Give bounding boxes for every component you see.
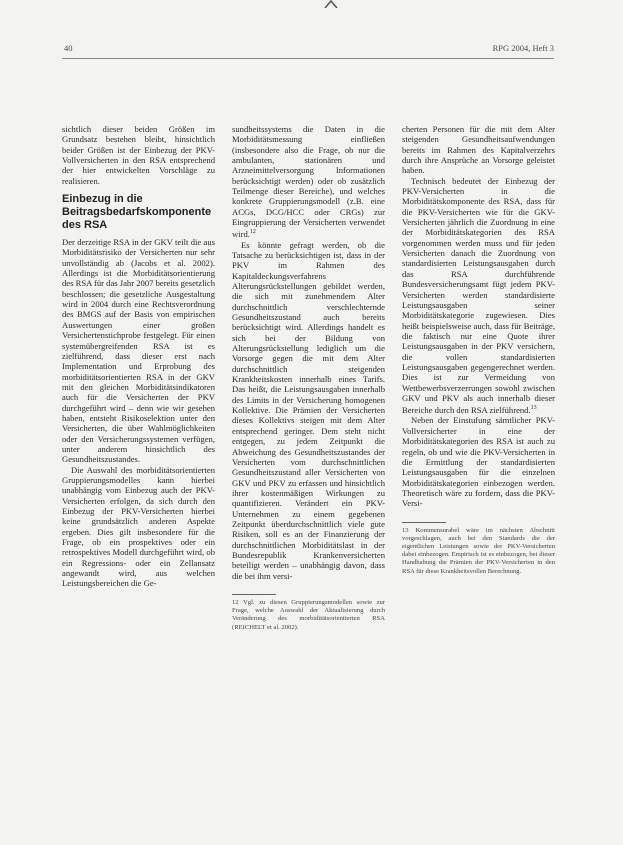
top-edge-mark xyxy=(324,0,338,8)
journal-citation: RPG 2004, Heft 3 xyxy=(492,43,554,53)
column-middle xyxy=(232,124,385,632)
paragraph: cherten Personen für die mit dem Alter steigenden Gesundheitsaufwendungen bereits im Rahmen des Kapitalverzehrs durch ihre Ansprüche an Vorsorge geleistet haben. xyxy=(402,124,555,176)
paragraph: Der derzeitige RSA in der GKV teilt die aus Morbiditätsrisiko der Versicherten nur sehr unvollständig ab (Jacobs et al. 2002). Allerdings ist die Morbiditätsorientierung des RSA für das Jahr 2007 bereits gesetzlich beschlossen; die gesetzliche Ausgestaltung wird in 2004 durch eine Rechtsverordnung des BMGS auf der Basis von empirischen Auswertungen einer großen Versichertenstichprobe festgelegt. Für einen systemübergreifenden RSA ist es zielführend, dass dieser erst nach Implementation und Erprobung des morbiditätsorientierten RSA in der GKV mit den gleichen Morbiditätsindikatoren auch für die Versicherten der PKV durchgeführt wird – denn wie wir gesehen haben, entsteht Risikoselektion unter den Versicherten, die über Wahlmöglichkeiten oder den Versicherungssystemen verfügen, unter anderem hinsichtlich des Gesundheitszustandes. xyxy=(62,237,215,465)
running-header xyxy=(62,43,554,57)
paragraph xyxy=(402,176,555,416)
paragraph: Neben der Einstufung sämtlicher PKV-Vollversicherter in eine der Morbiditätskategorien des RSA ist auch zu regeln, ob und wie die PKV-Versicherten in die Ermittlung der standardisierten Leistungsausgaben für die einzelnen Morbiditätskategorien einbezogen werden. Theoretisch wäre zu fordern, dass die PKV-Versi- xyxy=(402,415,555,509)
header-rule xyxy=(62,58,554,59)
paragraph-text: Technisch bedeutet der Einbezug der PKV-Versicherten in die Morbiditätskomponente des RSA, dass für die PKV-Versicherten wie für die GKV-Versicherten jährlich die Zuordnung in eine der Morbiditätskategorien des RSA vorgenommen werden muss und für jeden Versicherten danach die Zuordnung von standardisierten Leistungsausgaben durch das RSA durchführende Bundesversicherungsamt fügt jedem PKV-Versicherten werden standardisierte Leistungsausgaben seiner Morbiditätskategorie zugewiesen. Dies heißt beispielsweise auch, dass für Beiträge, die faktisch nur eine Quote ihrer Leistungsausgaben in der PKV versichern, die vollen standardisierten Leistungsausgaben gegengerechnet werden. Dies ist zur Vermeidung von Wettbewerbsverzerrungen sowohl zwischen GKV und PKV als auch innerhalb dieser Bereiche durch den RSA zielführend. xyxy=(402,175,555,416)
footnote-rule xyxy=(402,522,446,523)
paragraph: sichtlich dieser beiden Größen im Grundsatz bestehen bleibt, hinsichtlich beider Größen ist der Einbezug der PKV-Vollversicherten in den RSA entsprechend der hier entwickelten Vorschläge zu realisieren. xyxy=(62,124,215,186)
column-left xyxy=(62,124,215,589)
paragraph: Es könnte gefragt werden, ob die Tatsache zu berücksichtigen ist, dass in der PKV im Rahmen des Kapitaldeckungsverfahrens Alterungsrückstellungen gebildet werden, die sich mit zunehmendem Alter durchschnittlich verschlechternde Gesundheitszustand auch bereits berücksichtigt wird. Allerdings handelt es sich bei der Bildung von Alterungsrückstellung lediglich um die Vorsorge gegen die mit dem Alter durchschnittlich steigenden Krankheitskosten innerhalb eines Tarifs. Das heißt, die Leistungsausgaben innerhalb des Limits in der Versicherung homogenen Kollektive. Die Prämien der Versicherten dieses Kollektivs steigen mit dem Alter entsprechend geringer. Dem steht nicht entgegen, zu jedem Zeitpunkt die Abweichung des Gesundheitszustandes der Versicherten vom durchschnittlichen Gesundheitszustand aller Versicherten von GKV und PKV zu erfassen und hinsichtlich ihrer kostenmäßigen Wirkungen zu quantifizieren. Verändert ein PKV-Unternehmen zu einem gegebenen Zeitpunkt überdurchschnittlich viele gute Risiken, soll es an der Finanzierung der durchschnittlichen Morbiditätslast in der Bundesrepublik Krankenversicherten beteiligt werden – unabhängig davon, dass die bei ihm versi- xyxy=(232,239,385,581)
footnote: 12 Vgl. zu diesen Gruppierungsmodellen sowie zur Frage, welche Auswahl der Aktualisierung durch Veränderung des morbiditätsorientierten RSA (REICHELT et al. 2002). xyxy=(232,598,385,631)
footnote-ref: 12 xyxy=(249,229,256,236)
section-heading: Einbezug in die Beitragsbedarfskomponente des RSA xyxy=(62,193,212,232)
column-right xyxy=(402,124,555,576)
paragraph xyxy=(232,124,385,240)
footnote-rule xyxy=(232,594,276,595)
footnote: 13 Kommensurabel wäre im nächsten Abschnitt vorgeschlagen, auch bei den Standards die der eigentlichen Leistungen sowie der PKV-Versicherten dabei einbezogen. Empirisch ist es einbezogen, bei dieser Handhabung die Prämien der PKV-Versicherten in den RSA für diese Krankheitsvollen Berechnung. xyxy=(402,526,555,575)
footnote-ref: 13 xyxy=(530,405,537,412)
paragraph-text: sundheitssystems die Daten in die Morbiditätsmessung einfließen (insbesondere also die Frage, ob nur die ambulanten, stationären und Arzneimittelversorgung Informationen berücksichtigt werden) oder ob zusätzlich Teilmenge dieser Bereiche), und welches konkrete Gruppierungsmodell (z.B. eine ACGs, DCG/HCC oder CRGs) zur Eingruppierung der Versicherten verwendet wird. xyxy=(232,124,385,240)
page-number: 40 xyxy=(64,43,73,53)
paragraph: Die Auswahl des morbiditätsorientierten Gruppierungsmodelles kann hierbei unabhängig vom Einbezug auch der PKV-Versicherten erfolgen, da sich durch den Einbezug der PKV-Versicherten hierbei keine grundsätzlich anderen Aspekte ergeben. Dies gilt insbesondere für die Frage, ob ein prospektives oder ein retrospektives Modell durchgeführt wird, ob ein Regressions- oder ein Zellansatz angewandt wird, aus welchen Leistungsbereichen die Ge- xyxy=(62,464,215,589)
